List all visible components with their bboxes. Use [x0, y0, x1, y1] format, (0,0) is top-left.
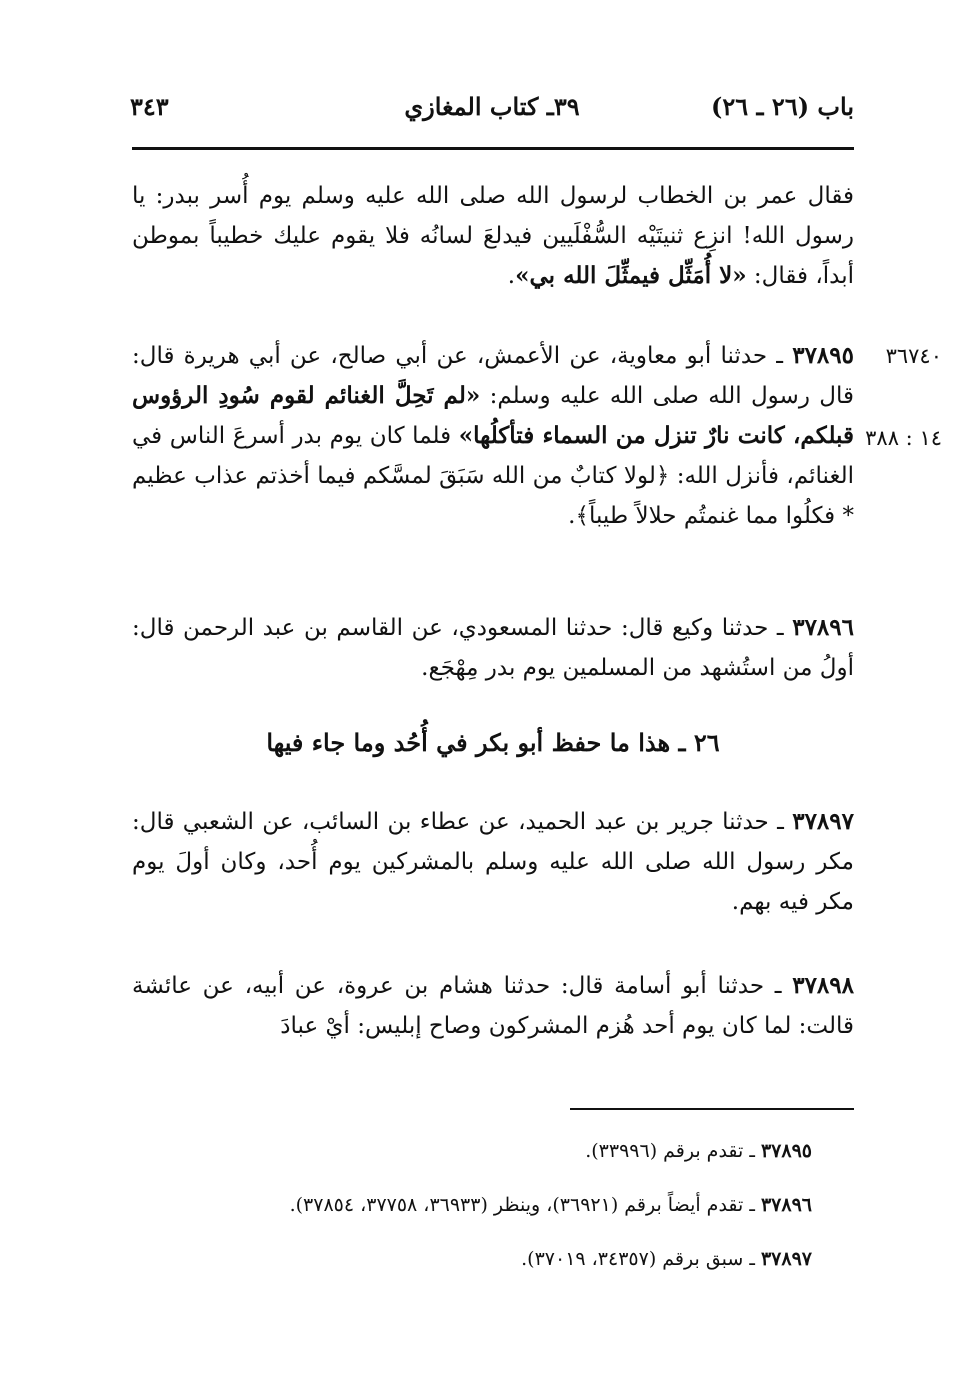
- section-heading: ٢٦ ـ هذا ما حفظ أبو بكر في أُحُد وما جاء فيها: [266, 728, 720, 757]
- hadith-37895: [132, 336, 854, 536]
- hadith-37897: [132, 802, 854, 922]
- page-number: ٣٤٣: [130, 92, 169, 121]
- page-header: [130, 92, 854, 132]
- footnote-number: ٣٧٨٩٧: [760, 1248, 812, 1270]
- footnote-text: ـ تقدم أيضاً برقم (٣٦٩٢١)، وينظر (٣٦٩٣٣، ٣٧٧٥٨، ٣٧٨٥٤).: [289, 1194, 761, 1216]
- footnote-text: ـ سبق برقم (٣٤٣٥٧، ٣٧٠١٩).: [521, 1248, 761, 1270]
- hadith-text-continued: فلما كان يوم بدر أسرعَ الناس في الغنائم، فأنزل الله: ﴿لولا كتابٌ من الله سَبَقَ لمسَّكم فيما أخذتم عذاب عظيم * فكلُوا مما غنمتُم حلالاً طيباً﴾.: [132, 423, 854, 529]
- hadith-quote: «لم تَحِلَّ الغنائم لقوم سُودِ الرؤوس قبلكم، كانت نارٌ تنزل من السماء فتأكلُها»: [132, 382, 854, 449]
- footnote-37896: [132, 1190, 812, 1220]
- footnote-number: ٣٧٨٩٦: [760, 1194, 812, 1216]
- paragraph-end: .: [507, 263, 516, 289]
- hadith-number: ٣٧٨٩٧: [792, 808, 854, 835]
- paragraph-text: فقال عمر بن الخطاب لرسول الله صلى الله عليه وسلم يوم أُسر ببدر: يا رسول الله! انزِع ثنيتَيْه السُّفْلَيين فيدلعَ لسانُه فلا يقوم عليك خطيباً بموطن أبداً، فقال:: [132, 183, 854, 289]
- paragraph-continuation: [132, 176, 854, 296]
- header-divider: [132, 147, 854, 150]
- hadith-text: ـ حدثنا وكيع قال: حدثنا المسعودي، عن القاسم بن عبد الرحمن قال: أولُ من استُشهد من المسلمين يوم بدر مِهْجَع.: [132, 615, 854, 681]
- hadith-text: ـ حدثنا أبو أسامة قال: حدثنا هشام بن عروة، عن أبيه، عن عائشة قالت: لما كان يوم أحد هُزم المشركون وصاح إبليس: أيْ عبادَ: [132, 973, 854, 1039]
- hadith-text: ـ حدثنا أبو معاوية، عن الأعمش، عن أبي صالح، عن أبي هريرة قال: قال رسول الله صلى الله عليه وسلم:: [132, 343, 854, 409]
- margin-reference-2: ١٤ : ٣٨٨: [865, 426, 942, 450]
- footnote-divider: [570, 1108, 854, 1110]
- footnote-text: ـ تقدم برقم (٣٣٩٩٦).: [585, 1140, 761, 1162]
- book-title: ٣٩ـ كتاب المغازي: [404, 92, 580, 121]
- margin-reference-1: ٣٦٧٤٠: [885, 344, 942, 368]
- hadith-quote: «لا أُمَثِّل فيمثِّلَ الله بي»: [515, 262, 747, 289]
- hadith-37896: [132, 608, 854, 688]
- hadith-number: ٣٧٨٩٦: [792, 614, 854, 641]
- chapter-label: باب (٢٦ ـ ٢٦): [711, 92, 854, 121]
- hadith-37898: [132, 966, 854, 1046]
- footnote-37895: [132, 1136, 812, 1166]
- hadith-text: ـ حدثنا جرير بن عبد الحميد، عن عطاء بن السائب، عن الشعبي قال: مكر رسول الله صلى الله عليه وسلم بالمشركين يوم أُحد، وكان أولَ يوم مكر فيه بهم.: [132, 809, 854, 915]
- footnote-number: ٣٧٨٩٥: [760, 1140, 812, 1162]
- footnote-37897: [132, 1244, 812, 1274]
- hadith-number: ٣٧٨٩٥: [792, 342, 854, 369]
- hadith-number: ٣٧٨٩٨: [792, 972, 854, 999]
